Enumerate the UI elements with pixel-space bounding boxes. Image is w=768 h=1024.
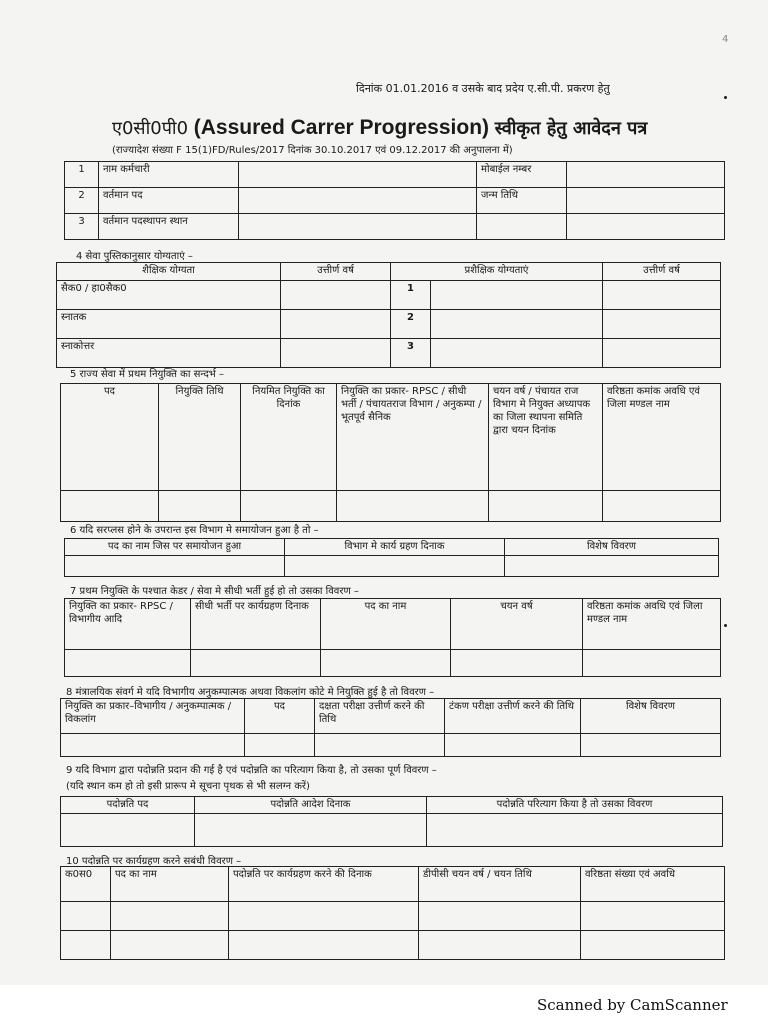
- data-cell: [65, 556, 285, 577]
- row-number: 3: [391, 339, 431, 368]
- table-row: [61, 734, 721, 757]
- column-header: शैक्षिक योग्यता: [57, 263, 281, 281]
- section-6-heading: 6 यदि सरप्लस होने के उपरान्त इस विभाग मे समायोजन हुआ है तो –: [70, 525, 319, 536]
- form-title: [112, 116, 647, 140]
- column-header: पद: [245, 699, 315, 734]
- header-row: [61, 797, 723, 814]
- year-cell: [603, 339, 721, 368]
- section-8-heading: 8 मंत्रालयिक संवर्ग मे यदि विभागीय अनुकम्पात्मक अथवा विकलांग कोटे मे नियुक्ति हुई है तो विवरण –: [66, 687, 435, 698]
- column-header: क0स0: [61, 867, 111, 902]
- training-cell: [431, 339, 603, 368]
- row-number: 3: [65, 214, 99, 240]
- title-prefix: ए0सी0पी0: [112, 118, 189, 139]
- table-row: [65, 162, 725, 188]
- header-row: [61, 867, 725, 902]
- column-header: पद: [61, 384, 159, 491]
- column-header: पदोन्नति आदेश दिनाक: [195, 797, 427, 814]
- column-header: पद का नाम: [111, 867, 229, 902]
- data-cell: [581, 902, 725, 931]
- data-cell: [111, 931, 229, 960]
- table-row: [61, 814, 723, 847]
- data-cell: [583, 650, 721, 677]
- column-header: पदोन्नति पद: [61, 797, 195, 814]
- table-row: [65, 188, 725, 214]
- qualification-cell: स्नाकोत्तर: [57, 339, 281, 368]
- header-row: [65, 599, 721, 650]
- data-cell: [451, 650, 583, 677]
- data-cell: [111, 902, 229, 931]
- year-cell: [281, 339, 391, 368]
- data-cell: [419, 902, 581, 931]
- year-cell: [281, 310, 391, 339]
- header-row: [61, 699, 721, 734]
- field-value: [567, 162, 725, 188]
- qualifications-table: [56, 262, 721, 368]
- column-header: पदोन्नति परित्याग किया है तो उसका विवरण: [427, 797, 723, 814]
- data-cell: [505, 556, 719, 577]
- data-cell: [489, 491, 603, 522]
- ministerial-cadre-table: [60, 698, 721, 757]
- column-header: नियुक्ति तिथि: [159, 384, 241, 491]
- data-cell: [61, 491, 159, 522]
- corner-mark: 4: [722, 34, 729, 45]
- training-cell: [431, 281, 603, 310]
- field-label: वर्तमान पदस्थापन स्थान: [99, 214, 239, 240]
- qualification-cell: स्नातक: [57, 310, 281, 339]
- field-value: [239, 214, 477, 240]
- table-row: [65, 556, 719, 577]
- table-row: [57, 281, 721, 310]
- section-7-heading: 7 प्रथम नियुक्ति के पश्चात केडर / सेवा मे सीधी भर्ती हुई हो तो उसका विवरण –: [70, 586, 359, 597]
- data-cell: [229, 902, 419, 931]
- data-cell: [229, 931, 419, 960]
- margin-dot: [724, 624, 727, 627]
- table-row: [61, 491, 721, 522]
- data-cell: [581, 931, 725, 960]
- field-label: जन्म तिथि: [477, 188, 567, 214]
- data-cell: [65, 650, 191, 677]
- column-header: विभाग मे कार्य ग्रहण दिनाक: [285, 539, 505, 556]
- column-header: नियुक्ति का प्रकार- RPSC / सीधी भर्ती / पंचायतराज विभाग / अनुकम्पा / भूतपूर्व सैनिक: [337, 384, 489, 491]
- column-header: विशेष विवरण: [505, 539, 719, 556]
- header-row: [65, 539, 719, 556]
- field-label: वर्तमान पद: [99, 188, 239, 214]
- section-5-heading: 5 राज्य सेवा में प्रथम नियुक्ति का सन्दर्भ –: [70, 369, 224, 380]
- date-line: दिनांक 01.01.2016 व उसके बाद प्रदेय ए.सी.पी. प्रकरण हेतु: [356, 82, 610, 95]
- data-cell: [61, 902, 111, 931]
- data-cell: [245, 734, 315, 757]
- year-cell: [281, 281, 391, 310]
- data-cell: [315, 734, 445, 757]
- column-header: विशेष विवरण: [581, 699, 721, 734]
- column-header: पदोन्नति पर कार्यग्रहण करने की दिनाक: [229, 867, 419, 902]
- margin-dot: [724, 96, 727, 99]
- data-cell: [61, 931, 111, 960]
- data-cell: [603, 491, 721, 522]
- title-suffix: स्वीकृत हेतु आवेदन पत्र: [494, 118, 648, 139]
- data-cell: [285, 556, 505, 577]
- table-row: [61, 902, 725, 931]
- table-row: [61, 931, 725, 960]
- training-cell: [431, 310, 603, 339]
- field-value: [239, 188, 477, 214]
- row-number: 2: [391, 310, 431, 339]
- table-row: [57, 339, 721, 368]
- column-header: उत्तीर्ण वर्ष: [603, 263, 721, 281]
- row-number: 2: [65, 188, 99, 214]
- column-header: नियुक्ति का प्रकार–विभागीय / अनुकम्पात्मक / विकलांग: [61, 699, 245, 734]
- column-header: वरिष्ठता कमांक अवधि एवं जिला मण्डल नाम: [583, 599, 721, 650]
- column-header: नियमित नियुक्ति का दिनांक: [241, 384, 337, 491]
- field-label: नाम कर्मचारी: [99, 162, 239, 188]
- data-cell: [445, 734, 581, 757]
- data-cell: [419, 931, 581, 960]
- table-row: [65, 650, 721, 677]
- data-cell: [427, 814, 723, 847]
- header-row: [61, 384, 721, 491]
- year-cell: [603, 310, 721, 339]
- header-row: [57, 263, 721, 281]
- table-row: [65, 214, 725, 240]
- row-number: 1: [391, 281, 431, 310]
- field-value: [567, 188, 725, 214]
- data-cell: [195, 814, 427, 847]
- year-cell: [603, 281, 721, 310]
- data-cell: [61, 814, 195, 847]
- column-header: वरिष्ठता कमांक अवधि एवं जिला मण्डल नाम: [603, 384, 721, 491]
- column-header: चयन वर्ष / पंचायत राज विभाग मे नियुक्त अध्यापक का जिला स्थापना समिति द्वारा चयन दिनांक: [489, 384, 603, 491]
- surplus-adjustment-table: [64, 538, 719, 577]
- column-header: नियुक्ति का प्रकार- RPSC / विभागीय आदि: [65, 599, 191, 650]
- field-value: [567, 214, 725, 240]
- column-header: पद का नाम जिस पर समायोजन हुआ: [65, 539, 285, 556]
- column-header: वरिष्ठता संख्या एवं अवधि: [581, 867, 725, 902]
- section-10-heading: 10 पदोन्नति पर कार्यग्रहण करने सबंधी विवरण –: [66, 856, 242, 867]
- data-cell: [581, 734, 721, 757]
- section-9-heading: 9 यदि विभाग द्वारा पदोन्नति प्रदान की गई है एवं पदोन्नति का परित्याग किया है, तो उसका पूर्ण विवरण –: [66, 765, 437, 776]
- column-header: टंकण परीक्षा उत्तीर्ण करने की तिथि: [445, 699, 581, 734]
- field-value: [239, 162, 477, 188]
- row-number: 1: [65, 162, 99, 188]
- personal-details-table: [64, 161, 725, 240]
- column-header: उत्तीर्ण वर्ष: [281, 263, 391, 281]
- column-header: पद का नाम: [321, 599, 451, 650]
- data-cell: [241, 491, 337, 522]
- section-9-note: (यदि स्थान कम हो तो इसी प्रारूप मे सूचना पृथक से भी सलग्न करें): [66, 781, 310, 792]
- column-header: प्रशैक्षिक योग्यताएं: [391, 263, 603, 281]
- field-label: मोबाईल नम्बर: [477, 162, 567, 188]
- column-header: दक्षता परीक्षा उत्तीर्ण करने की तिथि: [315, 699, 445, 734]
- data-cell: [321, 650, 451, 677]
- field-label: [477, 214, 567, 240]
- form-subtitle: (राज्यादेश संख्या F 15(1)FD/Rules/2017 दिनांक 30.10.2017 एवं 09.12.2017 की अनुपालना में): [112, 145, 513, 156]
- title-english: (Assured Carrer Progression): [193, 116, 490, 139]
- direct-recruitment-table: [64, 598, 721, 677]
- table-row: [57, 310, 721, 339]
- promotion-table: [60, 796, 723, 847]
- promotion-joining-table: [60, 866, 725, 960]
- column-header: डीपीसी चयन वर्ष / चयन तिथि: [419, 867, 581, 902]
- scanner-watermark: Scanned by CamScanner: [537, 996, 728, 1014]
- qualification-cell: सैक0 / हा0सैक0: [57, 281, 281, 310]
- first-appointment-table: [60, 383, 721, 522]
- data-cell: [159, 491, 241, 522]
- data-cell: [191, 650, 321, 677]
- data-cell: [61, 734, 245, 757]
- section-4-heading: 4 सेवा पुस्तिकानुसार योग्यताएं –: [76, 251, 193, 262]
- column-header: चयन वर्ष: [451, 599, 583, 650]
- data-cell: [337, 491, 489, 522]
- column-header: सीधी भर्ती पर कार्यग्रहण दिनाक: [191, 599, 321, 650]
